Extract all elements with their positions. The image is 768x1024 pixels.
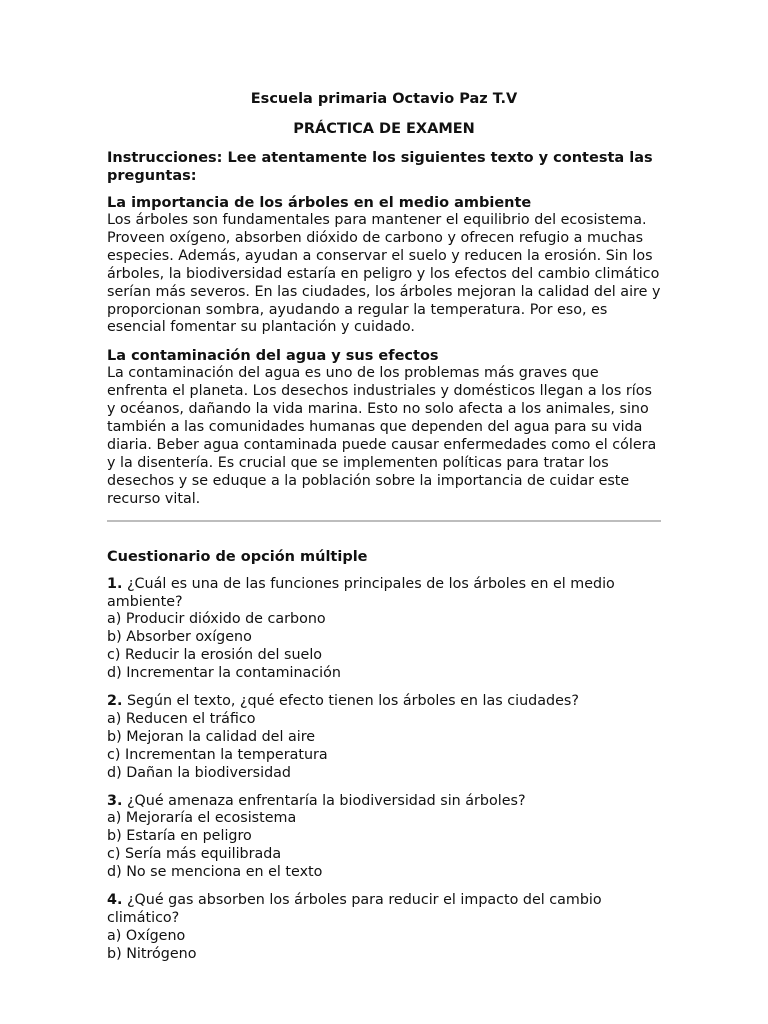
question-text [107,693,661,711]
option-b: b) Nitrógeno [107,945,197,962]
options-list [107,810,661,882]
question-prompt: Según el texto, ¿qué efecto tienen los árboles en las ciudades? [126,693,579,710]
question-number: 1. [107,575,123,592]
option-c: c) Sería más equilibrada [107,846,282,863]
options-list [107,928,661,964]
question-prompt: ¿Qué gas absorben los árboles para reducir el impacto del cambio climático? [107,892,602,926]
option-d: d) No se menciona en el texto [107,864,323,881]
question-2 [107,693,661,783]
option-c: c) Incrementan la temperatura [107,746,328,763]
section-body: La contaminación del agua es uno de los problemas más graves que enfrenta el planeta. Los desechos industriales y domésticos llegan a los ríos y océanos, dañando la vida marina. Esto no solo afecta a los animales, sino también a las comunidades humanas que dependen del agua para su vida diaria. Beber agua contaminada puede causar enfermedades como el cólera y la disentería. Es crucial que se implementen políticas para tratar los desechos y se eduque a la población sobre la importancia de cuidar este recurso vital. [107,365,657,507]
question-number: 4. [107,892,123,909]
option-b: b) Absorber oxígeno [107,629,252,646]
option-b: b) Mejoran la calidad del aire [107,728,316,745]
reading-section-water [107,347,661,508]
option-d: d) Dañan la biodiversidad [107,764,291,781]
option-c: c) Reducir la erosión del suelo [107,647,323,664]
option-d: d) Incrementar la contaminación [107,665,341,682]
divider [107,520,661,522]
question-prompt: ¿Qué amenaza enfrentaría la biodiversidad sin árboles? [126,792,526,809]
instructions: Instrucciones: Lee atentamente los siguientes texto y contesta las preguntas: [107,150,653,184]
section-title: La contaminación del agua y sus efectos [107,348,439,365]
question-1 [107,576,661,683]
question-text [107,892,661,928]
question-prompt: ¿Cuál es una de las funciones principales de los árboles en el medio ambiente? [107,575,615,610]
question-text [107,576,661,612]
reading-section-trees [107,194,661,337]
option-a: a) Reducen el tráfico [107,710,256,727]
school-name: Escuela primaria Octavio Paz T.V [250,91,518,107]
options-list [107,611,661,683]
question-text [107,793,661,811]
options-list [107,711,661,783]
exam-title: PRÁCTICA DE EXAMEN [293,121,475,137]
section-title: La importancia de los árboles en el medio ambiente [107,195,532,211]
question-3 [107,793,661,883]
option-a: a) Oxígeno [107,927,186,944]
option-a: a) Producir dióxido de carbono [107,611,326,628]
question-number: 3. [107,792,123,809]
quiz-title: Cuestionario de opción múltiple [107,548,368,565]
question-number: 2. [107,693,123,710]
section-body: Los árboles son fundamentales para mantener el equilibrio del ecosistema. Proveen oxígeno, absorben dióxido de carbono y ofrecen refugio a muchas especies. Además, ayudan a conservar el suelo y reducen la erosión. Sin los árboles, la biodiversidad estaría en peligro y los efectos del cambio climático serían más severos. En las ciudades, los árboles mejoran la calidad del aire y proporcionan sombra, ayudando a regular la temperatura. Por eso, es esencial fomentar su plantación y cuidado. [107,212,661,336]
option-a: a) Mejoraría el ecosistema [107,810,297,827]
option-b: b) Estaría en peligro [107,828,252,845]
question-4 [107,892,661,964]
